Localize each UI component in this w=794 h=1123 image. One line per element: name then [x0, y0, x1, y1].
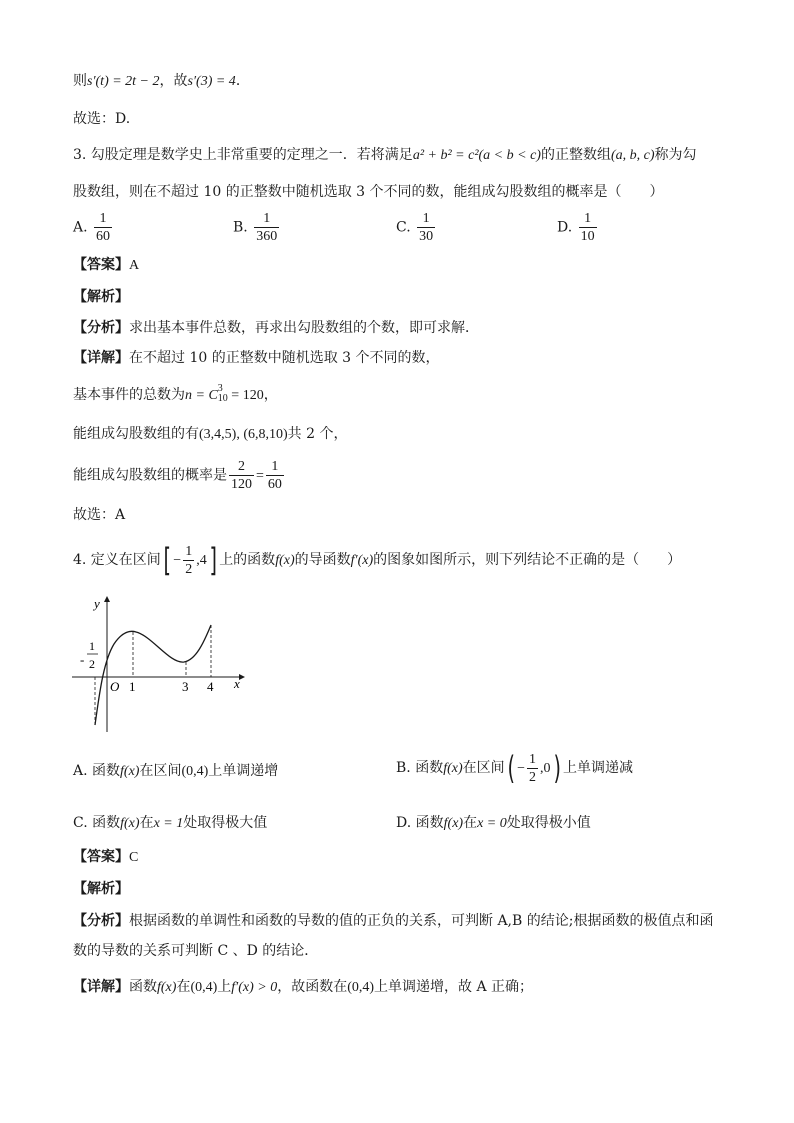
- numerator: 1: [263, 211, 271, 226]
- left-bracket: [: [163, 541, 171, 579]
- sup: 3: [217, 383, 223, 394]
- analysis-heading-4: [73, 880, 129, 898]
- numerator: 1: [271, 459, 279, 474]
- math-expr: f′(x) > 0: [231, 980, 278, 995]
- combination-indices: [218, 384, 228, 404]
- fraction: [229, 458, 254, 493]
- denominator: 60: [96, 229, 111, 244]
- math-expr: a² + b² = c²(a < b < c): [412, 148, 541, 163]
- text: 根据函数的单调性和函数的导数的值的正负的关系，可判断 A,B 的结论;根据函数的极值点和函: [129, 913, 714, 929]
- analysis-tag: 【解析】: [73, 289, 129, 305]
- question-4: [73, 540, 681, 581]
- text: A. 函数: [73, 763, 121, 779]
- math-expr: (0,4): [190, 980, 218, 995]
- right-paren: ): [553, 749, 561, 787]
- math-expr: (a, b, c): [610, 148, 655, 163]
- text: D. 函数: [396, 815, 444, 831]
- q4-option-d: [396, 812, 591, 832]
- x-tick-1: 1: [129, 679, 136, 694]
- line-derivative: [73, 72, 250, 91]
- question-3-line-1: [73, 146, 697, 165]
- fraction: [579, 210, 597, 245]
- fenxi-tag: 【分析】: [73, 320, 129, 336]
- denominator: 120: [231, 477, 252, 492]
- analysis-tag: 【解析】: [73, 881, 129, 897]
- math-expr: n = C: [185, 388, 218, 403]
- math-expr: f(x): [443, 816, 464, 831]
- math-expr: (0,4): [181, 764, 209, 779]
- text: 共 2 个，: [287, 426, 348, 442]
- text: 函数: [129, 979, 157, 995]
- answer-value: A: [129, 258, 140, 273]
- math-expr: ,4: [196, 553, 207, 568]
- detail-3-line-1: [73, 349, 440, 367]
- equals: =: [256, 468, 264, 484]
- x-tick-4: 4: [207, 679, 214, 694]
- detail-3-line-4: [73, 458, 286, 494]
- y-tick-neg-sign: -: [80, 652, 85, 667]
- text: 的导函数: [294, 552, 351, 568]
- sub: 10: [217, 393, 228, 404]
- text: 能组成勾股数组的有: [73, 426, 199, 442]
- answer-4: [73, 848, 138, 867]
- denominator: 60: [267, 477, 282, 492]
- right-bracket: ]: [209, 541, 217, 579]
- numerator: 1: [529, 751, 537, 767]
- text: 处取得极小值: [506, 815, 591, 831]
- analysis-4-line-1: [73, 912, 713, 930]
- minus: −: [517, 761, 526, 776]
- x-axis-label: x: [234, 676, 240, 691]
- analysis-4-line-2: 数的导数的关系可判断 C 、D 的结论．: [73, 943, 319, 959]
- math-expr: (0,4): [347, 980, 375, 995]
- option-label: C.: [396, 219, 411, 236]
- math-expr: f(x): [157, 980, 177, 995]
- denominator: 10: [580, 229, 595, 244]
- q4-option-b: [396, 750, 633, 787]
- detail-tag: 【详解】: [73, 350, 129, 366]
- text: ，故函数在: [277, 979, 348, 995]
- text: 上的函数: [219, 552, 276, 568]
- answer-3: [73, 256, 139, 275]
- text: 在区间: [462, 760, 505, 776]
- interval-end: ,0: [540, 761, 551, 776]
- math-expr: s′(3) = 4: [187, 74, 236, 89]
- math-expr: f(x): [120, 764, 140, 779]
- y-tick-den: 2: [89, 657, 95, 671]
- denominator: 30: [419, 229, 434, 244]
- x-tick-3: 3: [182, 679, 189, 694]
- denominator: 360: [256, 229, 278, 244]
- text: 3. 勾股定理是数学史上非常重要的定理之一．若将满足: [73, 147, 413, 163]
- text: 在: [139, 815, 154, 831]
- question-3-line-2: 股数组，则在不超过 10 的正整数中随机选取 3 个不同的数，能组成勾股数组的概率是（ ）: [73, 184, 664, 200]
- text: B. 函数: [396, 760, 444, 776]
- math-expr: x = 0: [477, 816, 507, 831]
- text: 的图象如图所示，则下列结论不正确的是（ ）: [373, 552, 682, 568]
- option-d: [557, 210, 599, 245]
- derivative-curve: [95, 625, 211, 725]
- text: 则: [73, 73, 87, 89]
- text: 能组成勾股数组的概率是: [73, 467, 227, 484]
- math-expr: f(x): [443, 761, 463, 776]
- detail-4: [73, 978, 533, 997]
- text: 在不超过 10 的正整数中随机选取 3 个不同的数，: [129, 350, 440, 366]
- fraction: [266, 458, 284, 493]
- text: ，: [263, 387, 278, 403]
- option-label: A.: [73, 219, 88, 236]
- q4-option-a: [73, 760, 278, 780]
- answer-tag: 【答案】: [73, 257, 129, 273]
- text: 称为勾: [654, 147, 697, 163]
- math-expr: f′(x): [350, 553, 374, 568]
- option-label: B.: [233, 219, 248, 236]
- numerator: 2: [238, 459, 245, 474]
- origin-label: O: [110, 679, 120, 694]
- fraction: [417, 210, 435, 245]
- y-axis-label: y: [94, 596, 100, 611]
- option-c: [396, 210, 437, 245]
- text: 求出基本事件总数，再求出勾股数组的个数，即可求解．: [129, 320, 479, 336]
- math-expr: s′(t) = 2t − 2: [87, 74, 160, 89]
- fraction: [94, 210, 112, 245]
- fraction: [527, 751, 538, 786]
- text: ．: [235, 73, 250, 89]
- math-expr: f(x): [275, 553, 295, 568]
- math-expr: (3,4,5), (6,8,10): [199, 427, 288, 442]
- minus: −: [173, 553, 182, 568]
- y-tick-num: 1: [89, 639, 95, 653]
- text: 上单调递增: [208, 763, 279, 779]
- math-expr: = 120: [227, 388, 264, 403]
- fraction: [183, 543, 194, 578]
- analysis-heading: [73, 288, 129, 306]
- denominator: 2: [185, 561, 193, 577]
- answer-tag: 【答案】: [73, 849, 129, 865]
- text: 的正整数组: [540, 147, 611, 163]
- text: 在: [176, 979, 191, 995]
- detail-tag: 【详解】: [73, 979, 129, 995]
- text: 4. 定义在区间: [73, 552, 161, 568]
- analysis-3: [73, 319, 479, 337]
- q4-option-c: [73, 812, 267, 832]
- text: 在区间: [139, 763, 182, 779]
- text: C. 函数: [73, 815, 121, 831]
- text: 上单调递增，故 A 正确；: [374, 979, 534, 995]
- fenxi-tag: 【分析】: [73, 913, 129, 929]
- answer-value: C: [129, 850, 139, 865]
- text: 在: [463, 815, 478, 831]
- math-expr: f(x): [120, 816, 140, 831]
- derivative-graph: [72, 592, 252, 737]
- option-label: D.: [557, 219, 573, 236]
- option-b: [233, 210, 281, 245]
- text: 基本事件的总数为: [73, 387, 185, 403]
- left-paren: (: [507, 749, 515, 787]
- numerator: 1: [422, 211, 430, 226]
- numerator: 1: [584, 211, 592, 226]
- denominator: 2: [529, 769, 537, 785]
- text: 上: [217, 979, 232, 995]
- fraction: [254, 210, 279, 245]
- text: ，故: [159, 73, 188, 89]
- text: 上单调递减: [563, 760, 634, 776]
- detail-3-line-3: [73, 425, 347, 444]
- numerator: 1: [185, 543, 193, 559]
- answer-choice-line: 故选：D.: [73, 111, 131, 127]
- detail-3-line-2: [73, 385, 278, 405]
- numerator: 1: [99, 211, 107, 226]
- option-a: [73, 210, 114, 245]
- math-expr: x = 1: [153, 816, 184, 831]
- text: 处取得极大值: [183, 815, 268, 831]
- answer-choice-line-3: 故选：A: [73, 507, 126, 523]
